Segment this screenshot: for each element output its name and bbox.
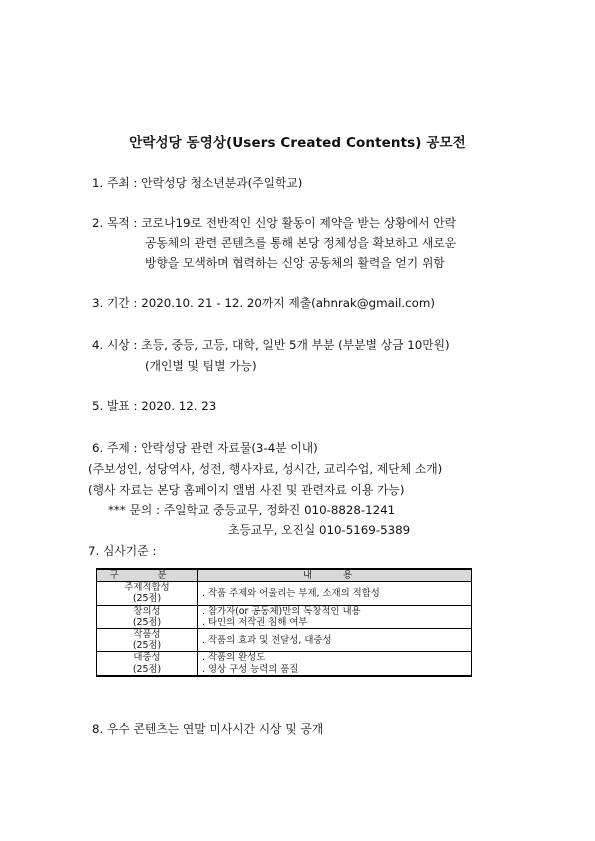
criteria-table (96, 568, 472, 677)
criteria-content-line: . 타인의 저작권 침해 여부 (202, 616, 308, 628)
item-criteria-label: 7. 심사기준 : (88, 544, 157, 558)
item-announce: 5. 발표 : 2020. 12. 23 (92, 399, 217, 413)
criteria-category: 주제적합성 (124, 582, 170, 594)
criteria-points: (25점) (132, 593, 162, 605)
criteria-points: (25점) (132, 663, 162, 675)
criteria-content-cell (198, 629, 472, 652)
criteria-points: (25점) (132, 640, 162, 652)
criteria-content-line: . 작품의 효과 및 전달성, 대중성 (202, 634, 332, 646)
table-row (97, 605, 472, 628)
criteria-category-cell (97, 582, 198, 605)
criteria-category: 작품성 (133, 629, 161, 641)
criteria-points: (25점) (132, 616, 162, 628)
item-purpose-line3: 방향을 모색하며 협력하는 신앙 공동체의 활력을 얻기 위함 (145, 256, 445, 270)
criteria-content-line: . 참가자(or 공동체)만의 독창적인 내용 (202, 605, 361, 617)
criteria-header-category: 구 분 (97, 569, 198, 582)
criteria-content-cell (198, 605, 472, 628)
item-award-line1: 4. 시상 : 초등, 중등, 고등, 대학, 일반 5개 부분 (부분별 상금 10만원) (92, 338, 450, 352)
item-award-line2: (개인별 및 팀별 가능) (145, 359, 257, 373)
criteria-category-cell (97, 605, 198, 628)
table-row (97, 652, 472, 676)
criteria-category-cell (97, 652, 198, 676)
item-purpose-line2: 공동체의 관련 콘텐츠를 통해 본당 정체성을 확보하고 새로운 (145, 236, 457, 250)
item-purpose-line1: 2. 목적 : 코로나19로 전반적인 신앙 활동이 제약을 받는 상황에서 안락 (92, 216, 457, 230)
criteria-category-cell (97, 629, 198, 652)
criteria-content-line: . 작품 주제와 어울리는 부제, 소재의 적합성 (202, 587, 380, 599)
table-row (97, 629, 472, 652)
item-contact-line1: *** 문의 : 주일학교 중등교무, 정화진 010-8828-1241 (108, 503, 396, 517)
item-topic-line2: (주보성인, 성당역사, 성전, 행사자료, 성시간, 교리수업, 제단체 소개) (88, 462, 443, 476)
table-row (97, 582, 472, 605)
criteria-header-content: 내 용 (198, 569, 472, 582)
page-title: 안락성당 동영상(Users Created Contents) 공모전 (129, 135, 466, 151)
item-topic-line1: 6. 주제 : 안락성당 관련 자료물(3-4분 이내) (92, 441, 318, 455)
criteria-category: 대중성 (133, 652, 161, 664)
item-final: 8. 우수 콘텐츠는 연말 미사시간 시상 및 공개 (92, 722, 324, 736)
item-contact-line2: 초등교무, 오진실 010-5169-5389 (228, 523, 411, 537)
criteria-content-line: . 작품의 완성도 (202, 652, 266, 664)
item-host: 1. 주최 : 안락성당 청소년분과(주일학교) (92, 176, 303, 190)
criteria-content-cell (198, 652, 472, 676)
criteria-content-line: . 영상 구성 능력의 품질 (202, 663, 299, 675)
item-topic-line3: (행사 자료는 본당 홈페이지 앨범 사진 및 관련자료 이용 가능) (88, 483, 405, 497)
item-period: 3. 기간 : 2020.10. 21 - 12. 20까지 제출(ahnrak@gmail.com) (92, 296, 435, 310)
criteria-table-header (97, 569, 472, 582)
criteria-content-cell (198, 582, 472, 605)
criteria-category: 창의성 (133, 605, 161, 617)
